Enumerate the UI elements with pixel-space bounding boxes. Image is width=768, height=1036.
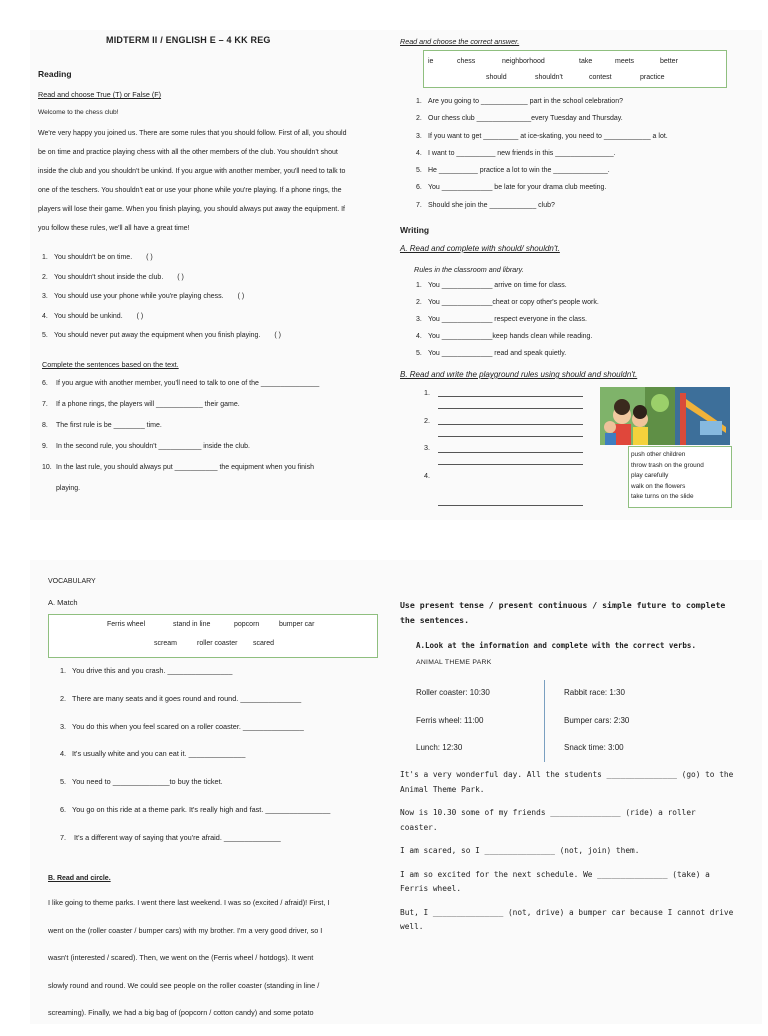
match-word-bank — [48, 614, 378, 658]
info-instruction: A.Look at the information and complete with the correct verbs. — [416, 641, 696, 650]
word-bank-item: roller coaster — [197, 640, 238, 647]
writing-a-item — [416, 350, 756, 367]
match-item — [60, 749, 380, 777]
answer-number: 4. — [424, 471, 430, 480]
correct-answer-item — [416, 115, 756, 132]
item-text: There are many seats and it goes round and round. _______________ — [72, 693, 302, 703]
item-number: 5. — [416, 167, 422, 175]
answer-line[interactable] — [438, 408, 583, 409]
item-number: 3. — [60, 721, 67, 731]
item-number: 4. — [416, 333, 422, 340]
item-number: 9. — [42, 443, 48, 450]
item-text: You _____________ arrive on time for class. — [428, 282, 567, 289]
item-number: 4. — [60, 749, 67, 759]
schedule-entry: Bumper cars: 2:30 — [564, 715, 630, 725]
answer-number: 3. — [424, 443, 430, 452]
tense-paragraph: I am so excited for the next schedule. We _______________ (take) a Ferris wheel. — [400, 869, 710, 893]
item-number: 3. — [42, 293, 48, 300]
item-number: 2. — [42, 273, 48, 281]
item-text: Should she join the ____________ club? — [428, 201, 555, 209]
schedule-right — [564, 688, 629, 771]
correct-answer-item — [416, 184, 756, 201]
circle-passage-line: screaming). Finally, we had a big bag of (popcorn / cotton candy) and some potato — [48, 1008, 314, 1017]
page-title: MIDTERM II / ENGLISH E – 4 KK REG — [106, 35, 271, 45]
playground-rule: take turns on the slide — [631, 493, 694, 500]
passage-line: inside the club and you shouldn't be unkind. If you argue with another member, you'll need to talk to — [38, 168, 346, 175]
schedule-entry: Lunch: 12:30 — [416, 743, 463, 752]
writing-a-item — [416, 316, 756, 333]
item-text: You should use your phone while you're playing chess. — [54, 293, 224, 300]
playground-rule: push other children — [631, 451, 686, 458]
complete-item — [42, 464, 372, 485]
word-bank — [423, 50, 727, 88]
item-number: 2. — [416, 115, 422, 123]
writing-a-item — [416, 299, 756, 316]
item-number: 6. — [60, 804, 67, 814]
item-text: Our chess club ______________every Tuesday and Thursday. — [428, 115, 623, 123]
item-number: 6. — [416, 184, 422, 192]
match-item — [60, 777, 380, 805]
circle-passage-line: I like going to theme parks. I went there last weekend. I was so (excited / afraid)! First, I — [48, 898, 330, 907]
correct-answer-item — [416, 133, 756, 150]
word-bank-item: stand in line — [173, 621, 211, 628]
match-item — [60, 666, 380, 694]
match-item — [60, 694, 380, 722]
exercise-column — [396, 30, 762, 520]
item-text: You _____________ read and speak quietly. — [428, 350, 567, 357]
answer-parens[interactable]: ( ) — [136, 312, 144, 320]
tense-heading: Use present tense / present continuous / simple future to complete the sentences. — [400, 600, 726, 625]
correct-answer-item — [416, 98, 756, 115]
item-number: 2. — [416, 299, 422, 306]
word-bank-item: practice — [640, 74, 665, 81]
item-number: 1. — [416, 98, 422, 105]
word-bank-item: take — [579, 58, 593, 65]
answer-line[interactable] — [438, 396, 583, 397]
item-text: If a phone rings, the players will ____________ their game. — [56, 401, 240, 408]
item-number: 2. — [60, 693, 67, 703]
match-list — [60, 666, 380, 861]
word-bank-item: shouldn't — [535, 74, 563, 81]
tf-item — [42, 293, 372, 313]
item-text: You _____________ be late for your drama club meeting. — [428, 184, 607, 192]
circle-label: B. Read and circle. — [48, 875, 111, 882]
answer-line[interactable] — [438, 505, 583, 506]
answer-number: 1. — [424, 388, 430, 397]
writing-a-item — [416, 282, 756, 299]
item-text: The first rule is be ________ time. — [56, 422, 162, 429]
playground-rules-list — [631, 451, 704, 504]
schedule-entry: Snack time: 3:00 — [564, 743, 624, 752]
writing-a-instruction: A. Read and complete with should/ shouldn't. — [400, 244, 560, 253]
word-bank-item: Ferris wheel — [107, 621, 146, 628]
tense-paragraph: Now is 10.30 some of my friends _______________ (ride) a roller coaster. — [400, 808, 696, 832]
circle-passage-line: wasn't (interested / scared). Then, we went on the (Ferris wheel / hotdogs). It went — [48, 953, 314, 962]
word-bank-item: ie — [428, 58, 434, 65]
item-text: I want to __________ new friends in this _______________. — [428, 149, 616, 157]
match-label-text: A. Match — [48, 598, 78, 607]
word-bank-item: contest — [589, 74, 612, 81]
answer-line[interactable] — [438, 424, 583, 425]
playground-rule: throw trash on the ground — [631, 461, 704, 469]
writing-a-list — [416, 282, 756, 367]
correct-answer-item — [416, 150, 756, 167]
passage-line: We're very happy you joined us. There are some rules that you should follow. First of all, you should — [38, 130, 347, 137]
complete-item — [42, 443, 372, 464]
tense-paragraph: I am scared, so I _______________ (not, join) them. — [400, 846, 640, 855]
item-text: You _____________ respect everyone in the class. — [428, 316, 587, 323]
tf-item — [42, 254, 372, 274]
playground-rules-box — [628, 446, 732, 508]
answer-line[interactable] — [438, 436, 583, 437]
correct-instruction: Read and choose the correct answer. — [400, 37, 520, 46]
word-bank-item: meets — [615, 58, 635, 65]
reading-column — [30, 30, 380, 520]
item-text: You _____________keep hands clean while reading. — [428, 333, 593, 340]
passage-line: you follow these rules, we'll all have a great time! — [38, 225, 190, 232]
schedule-entry: Ferris wheel: 11:00 — [416, 715, 484, 725]
tense-paragraph: But, I _______________ (not, drive) a bumper car because I cannot drive well. — [400, 907, 734, 931]
rules-label: Rules in the classroom and library. — [414, 265, 524, 274]
item-text: In the second rule, you shouldn't ___________ inside the club. — [56, 443, 250, 450]
answer-parens[interactable]: ( ) — [146, 254, 153, 261]
correct-answer-list — [416, 98, 756, 219]
word-bank-item: scared — [253, 640, 275, 647]
park-title: ANIMAL THEME PARK — [416, 659, 492, 666]
tense-paragraph: It's a very wonderful day. All the students _______________ (go) to the Animal Theme Park. — [400, 770, 734, 794]
writing-b-instruction: B. Read and write the playground rules using should and shouldn't. — [400, 370, 638, 379]
worksheet-page-top — [30, 30, 762, 520]
correct-answer-item — [416, 167, 756, 184]
item-text: You should be unkind. — [54, 312, 123, 320]
answer-line[interactable] — [438, 464, 583, 465]
item-text: You go on this ride at a theme park. It's really high and fast. ________________ — [72, 804, 331, 814]
correct-answer-item — [416, 202, 756, 219]
word-bank-item: bumper car — [279, 621, 315, 628]
item-text: It's usually white and you can eat it. ______________ — [72, 749, 246, 759]
vocab-heading: VOCABULARY — [48, 578, 96, 585]
item-number: 7. — [60, 832, 67, 842]
answer-parens[interactable]: ( ) — [274, 332, 281, 339]
item-text: You _____________cheat or copy other's people work. — [428, 299, 599, 306]
tense-paragraphs — [400, 768, 736, 944]
item-number: 10. — [42, 464, 52, 471]
item-number: 5. — [416, 350, 422, 357]
answer-line[interactable] — [438, 452, 583, 453]
word-bank-item: better — [660, 58, 678, 65]
item-number: 1. — [42, 254, 48, 261]
word-bank-item: neighborhood — [502, 58, 545, 65]
tense-column — [396, 560, 762, 1024]
passage-line: one of the teschers. You shouldn't eat or use your phone while you're playing. If a phone rings, the — [38, 187, 342, 194]
match-item — [60, 805, 380, 833]
item-number: 1. — [60, 666, 67, 675]
item-text: In the last rule, you should always put ___________ the equipment when you finish — [56, 464, 315, 471]
item-text: If you want to get _________ at ice-skating, you need to ____________ a lot. — [428, 132, 668, 140]
item-text: If you argue with another member, you'll need to talk to one of the _______________ — [56, 380, 320, 387]
vocabulary-column — [30, 560, 380, 1024]
item-text: You shouldn't be on time. — [54, 254, 133, 261]
answer-parens[interactable]: ( ) — [237, 293, 245, 300]
item-number: 3. — [416, 132, 422, 140]
match-label — [48, 598, 78, 607]
item-text: You shouldn't shout inside the club. — [54, 273, 164, 281]
complete-item — [42, 485, 372, 506]
word-bank-item: popcorn — [234, 621, 260, 628]
welcome-line: Welcome to the chess club! — [38, 109, 119, 116]
complete-list — [42, 380, 372, 506]
reading-heading: Reading — [38, 69, 72, 79]
match-item — [60, 722, 380, 750]
word-bank-item: chess — [457, 58, 476, 65]
complete-item — [42, 422, 372, 443]
circle-passage-line: slowly round and round. We could see people on the roller coaster (standing in line / — [48, 980, 320, 990]
item-text: You need to ______________to buy the ticket. — [72, 777, 223, 787]
writing-heading: Writing — [400, 225, 430, 235]
item-number: 7. — [416, 201, 422, 209]
item-text: It's a different way of saying that you're afraid. ______________ — [72, 832, 281, 842]
worksheet-page-bottom — [30, 560, 762, 1024]
complete-instruction: Complete the sentences based on the text. — [42, 360, 179, 369]
complete-item — [42, 401, 372, 422]
reading-passage — [38, 130, 378, 244]
answer-number: 2. — [424, 416, 430, 425]
playground-rule: walk on the flowers — [631, 482, 686, 490]
schedule-entry: Rabbit race: 1:30 — [564, 688, 625, 697]
item-number: 1. — [416, 282, 422, 289]
writing-a-item — [416, 333, 756, 350]
read-and-circle-passage — [48, 898, 380, 1036]
passage-line: be on time and practice playing chess with all the other members of the club. You shouldn't shout — [38, 149, 338, 156]
item-number: 6. — [42, 380, 48, 387]
schedule-left — [416, 688, 490, 771]
tf-list — [42, 254, 372, 352]
item-text: He __________ practice a lot to win the ______________. — [428, 167, 610, 175]
tf-item — [42, 274, 372, 294]
schedule-divider — [544, 680, 545, 762]
tf-item — [42, 332, 372, 352]
answer-parens[interactable]: ( ) — [177, 273, 184, 281]
item-number: 8. — [42, 422, 48, 429]
word-bank-item: should — [486, 74, 507, 81]
item-text: playing. — [56, 485, 81, 492]
complete-item — [42, 380, 372, 401]
schedule-entry: Roller coaster: 10:30 — [416, 688, 490, 697]
item-number: 4. — [42, 312, 48, 320]
item-number: 5. — [60, 777, 67, 787]
circle-passage-line: went on the (roller coaster / bumper cars) with my brother. I'm a very good driver, so I — [48, 925, 323, 935]
tf-instruction: Read and choose True (T) or False (F) — [38, 90, 162, 99]
item-text: You should never put away the equipment when you finish playing. — [54, 332, 261, 339]
word-bank-item: scream — [154, 640, 177, 647]
item-number: 7. — [42, 401, 48, 408]
item-number: 5. — [42, 332, 48, 339]
item-number: 4. — [416, 149, 422, 157]
item-text: Are you going to ____________ part in the school celebration? — [428, 98, 623, 105]
item-text: You drive this and you crash. ________________ — [72, 666, 233, 675]
tf-item — [42, 313, 372, 333]
match-item — [60, 833, 380, 861]
item-text: You do this when you feel scared on a roller coaster. _______________ — [72, 721, 304, 731]
playground-rule: play carefully — [631, 472, 669, 479]
item-number: 3. — [416, 316, 422, 323]
passage-line: players will lose their game. When you finish playing, you should always put away the equipment. If — [38, 206, 345, 213]
playground-children-photo — [600, 387, 730, 445]
